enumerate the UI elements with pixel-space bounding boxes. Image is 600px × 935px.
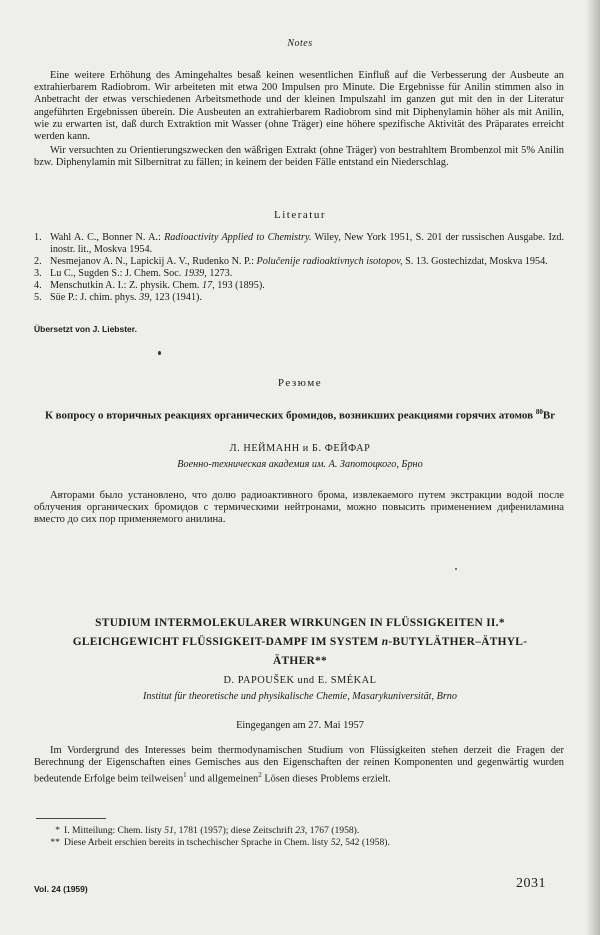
running-head: Notes [287,38,313,49]
footnote-rule [36,818,106,819]
article-title-line-3: ÄTHER** [273,655,327,667]
reference-item: 1. Wahl A. C., Bonner N. A.: Radioactivity Applied to Chemistry. Wiley, New York 1951, S. 201 der russischen Ausgabe. Izd. inostr. lit., Moskva 1954. [34,232,565,255]
ink-speck [158,351,161,355]
intro-text [34,70,564,170]
footnote-item: ** Diese Arbeit erschien bereits in tschechischer Sprache in Chem. listy 52, 542 (1958). [50,837,390,848]
reference-item: 3. Lu C., Sugden S.: J. Chem. Soc. 1939, 1273. [34,268,233,279]
reference-item: 4. Menschutkin A. I.: Z. physik. Chem. 17, 193 (1895). [34,280,265,291]
article-title-line-1: STUDIUM INTERMOLEKULARER WIRKUNGEN IN FLÜSSIGKEITEN II.* [95,617,505,629]
translator-note: Übersetzt von J. Liebster. [34,324,137,334]
summary-authors: Л. НЕЙМАНН и Б. ФЕЙФАР [229,443,371,454]
intro-paragraph-2: Wir versuchten zu Orientierungszwecken den wäßrigen Extrakt (ohne Träger) von bestrahltem Brombenzol mit 5% Anilin bzw. Diphenylamin mit Silbernitrat zu fällen; in keinem der beiden Fälle entstand ein Niederschlag. [34,145,564,169]
summary-title: К вопросу о вторичных реакциях органических бромидов, возникших реакциями горячих атомов $^{80}$Br [44,408,556,422]
article-authors: D. PAPOUŠEK und E. SMÉKAL [223,675,377,686]
article-body-paragraph: Im Vordergrund des Interesses beim thermodynamischen Studium von Flüssigkeiten stehen derzeit die Fragen der Berechnung der Eigenschaften eines Gemisches aus den Eigenschaften der reinen Komponenten und gegenwärtig wurden bedeutende Erfolge beim teilweisen$^1$ und allgemeinen$^2$ Lösen dieses Problems erzielt. [34,745,564,785]
summary-abstract [34,490,564,527]
literature-heading: Literatur [274,209,326,221]
summary-heading: Резюме [277,377,323,389]
reference-list [34,232,564,304]
page-number: 2031 [516,876,546,891]
article-institution: Institut für theoretische und physikalische Chemie, Masarykuniversität, Brno [143,691,457,702]
article-title [30,614,570,671]
article-title-line-2: GLEICHGEWICHT FLÜSSIGKEIT-DAMPF IM SYSTEM n-BUTYLÄTHER–ÄTHYL- [72,636,528,648]
ink-speck [455,568,457,570]
footnote-item: * I. Mitteilung: Chem. listy 51, 1781 (1957); diese Zeitschrift 23, 1767 (1958). [55,825,360,836]
article-received-date: Eingegangen am 27. Mai 1957 [236,720,364,731]
article-body [34,745,564,786]
volume-label: Vol. 24 (1959) [34,884,88,894]
intro-paragraph-1: Eine weitere Erhöhung des Amingehaltes besaß keinen wesentlichen Einfluß auf die Verbesserung der Ausbeute an extrahierbarem Radiobrom. Wir arbeiteten mit etwa 200 Impulsen pro Minute. Die Ergebnisse für Anilin stimmen also in Anbetracht der etwas verschiedenen Arbeitsmethode und der kleinen Impulszahl im ganzen gut mit den in der Literatur angeführten Ergebnissen überein. Die Ausbeuten an extrahierbarem Radiobrom sind mit Diphenylamin höher als mit Anilin, wie zu erwarten ist, daß durch Extraktion mit Wasser (ohne Träger) eine höhere spezifische Aktivität des Präparates erreicht werden kann. [34,70,564,143]
summary-abstract-text: Авторами было установлено, что долю радиоактивного брома, извлекаемого путем экстракции водой после облучения органических бромидов с термическими нейтронами, можно повысить применением дифениламина вместо до сих пор применяемого анилина. [34,490,564,526]
reference-item: 2. Nesmejanov A. N., Lapickij A. V., Rudenko N. P.: Polučenije radioaktivnych isotopov, S. 13. Gostechizdat, Moskva 1954. [34,256,548,267]
footnotes [34,825,554,849]
reference-item: 5. Süe P.: J. chim. phys. 39, 123 (1941). [34,292,202,303]
summary-institution: Военно-техническая академия им. А. Запотоцкого, Брно [177,459,423,470]
